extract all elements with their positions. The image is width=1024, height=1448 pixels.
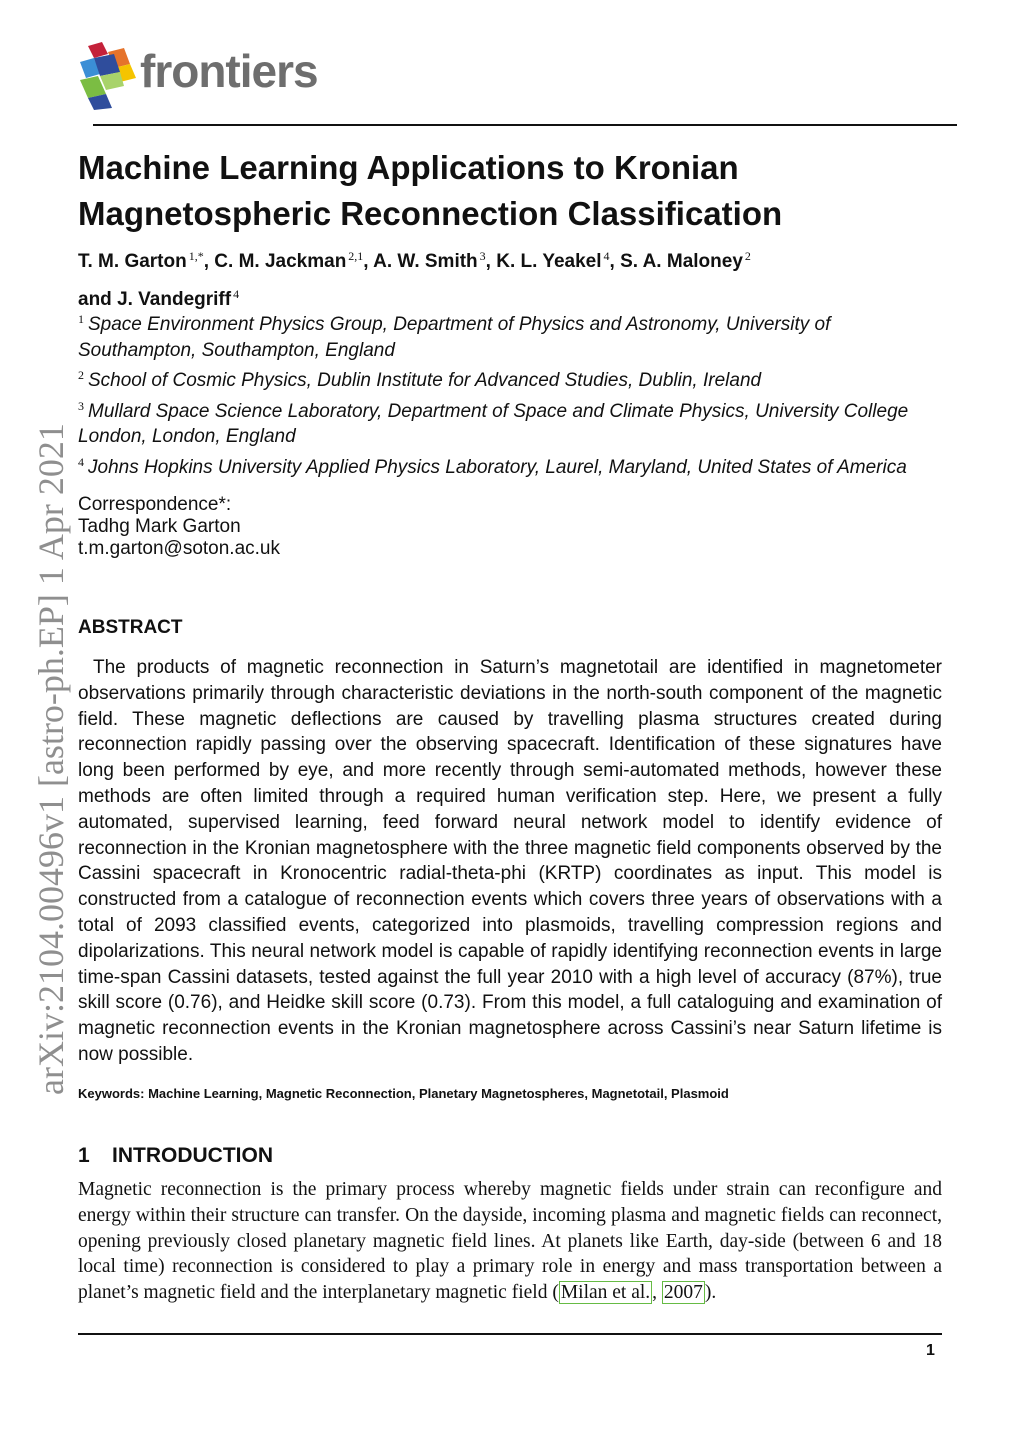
citation-link-author[interactable]: Milan et al.: [560, 1282, 651, 1304]
affiliation-item: $^3$ Mullard Space Science Laboratory, Department of Space and Climate Physics, University College London, London, England: [78, 398, 909, 448]
section-heading-introduction: [78, 1144, 273, 1168]
section-number: 1: [78, 1144, 90, 1167]
author-affiliation-mark: 2,1: [348, 249, 364, 263]
author-name: S. A. Maloney: [620, 251, 743, 272]
footer-rule: [78, 1333, 942, 1335]
affiliation-list: [78, 307, 938, 481]
introduction-paragraph: Magnetic reconnection is the primary process whereby magnetic fields under strain can reconfigure and energy within their structure can transfer. On the dayside, incoming plasma and magnetic fields can reconnect, opening previously closed planetary magnetic field lines. At planets like Earth, day-side (between 6 and 18 local time) reconnection is considered to play a primary role in energy and mass transportation between a planet’s magnetic field and the interplanetary magnetic field ( Milan et al. , 2007 ).: [78, 1179, 942, 1304]
header-rule: [93, 124, 957, 126]
author-name: A. W. Smith: [373, 251, 478, 272]
page-number: 1: [926, 1342, 935, 1359]
arxiv-stamp: arXiv:2104.00496v1 [astro-ph.EP] 1 Apr 2021: [31, 423, 71, 1095]
author-affiliation-mark: 1,*: [188, 249, 204, 263]
author-affiliation-mark: 4: [233, 287, 240, 301]
author-list: [78, 240, 938, 316]
author-affiliation-mark: 3: [479, 249, 486, 263]
author-affiliation-mark: 4: [603, 249, 610, 263]
author-name: T. M. Garton: [78, 251, 187, 272]
frontiers-wordmark: frontiers: [140, 45, 318, 97]
correspondence-block: [78, 494, 280, 560]
paper-title: Machine Learning Applications to Kronian Magnetospheric Reconnection Classification: [78, 149, 783, 232]
author-line-2: and J. Vandegriff $^4$: [78, 287, 240, 310]
affiliation-item: $^2$ School of Cosmic Physics, Dublin Institute for Advanced Studies, Dublin, Ireland: [78, 368, 762, 392]
section-title: INTRODUCTION: [112, 1144, 273, 1167]
abstract-text: The products of magnetic reconnection in Saturn’s magnetotail are identified in magnetometer observations primarily through characteristic deviations in the north-south component of the magnetic field. These magnetic deflections are caused by travelling plasma structures created during reconnection rapidly passing over the observing spacecraft. Identification of these signatures have long been performed by eye, and more recently through semi-automated methods, however these methods are often limited through a required human verification step. Here, we present a fully automated, supervised learning, feed forward neural network model to identify evidence of reconnection in the Kronian magnetosphere with the three magnetic field components observed by the Cassini spacecraft in Kronocentric radial-theta-phi (KRTP) coordinates as input. This model is constructed from a catalogue of reconnection events which covers three years of observations with a total of 2093 classified events, categorized into plasmoids, travelling compression regions and dipolarizations. This neural network model is capable of rapidly identifying reconnection events in large time-span Cassini datasets, tested against the full year 2010 with a high level of accuracy (87%), true skill score (0.76), and Heidke skill score (0.73). From this model, a full cataloguing and examination of magnetic reconnection events in the Kronian magnetosphere across Cassini’s near Saturn lifetime is now possible.: [78, 657, 942, 1065]
correspondence-name: Tadhg Mark Garton: [78, 516, 241, 537]
affiliation-item: $^4$ Johns Hopkins University Applied Physics Laboratory, Laurel, Maryland, United States of America: [78, 454, 907, 478]
citation-link-year[interactable]: 2007: [663, 1282, 703, 1304]
author-name: C. M. Jackman: [214, 251, 347, 272]
author-name: K. L. Yeakel: [496, 251, 602, 272]
author-line-1: T. M. Garton $^{1,*}$, C. M. Jackman $^{2,1}$, A. W. Smith $^3$, K. L. Yeakel $^4$, S. A. Maloney $^2$: [78, 249, 751, 272]
affiliation-item: $^1$ Space Environment Physics Group, Department of Physics and Astronomy, University of Southampton, Southampton, England: [78, 312, 831, 361]
author-affiliation-mark: 2: [744, 249, 751, 263]
correspondence-email[interactable]: t.m.garton@soton.ac.uk: [78, 538, 280, 559]
keywords: Keywords: Machine Learning, Magnetic Reconnection, Planetary Magnetospheres, Magnetotail, Plasmoid: [78, 1086, 729, 1101]
frontiers-logo-icon: [78, 40, 140, 110]
abstract-heading: ABSTRACT: [78, 617, 183, 638]
correspondence-label: Correspondence*:: [78, 494, 232, 515]
author-name: J. Vandegriff: [117, 289, 232, 310]
